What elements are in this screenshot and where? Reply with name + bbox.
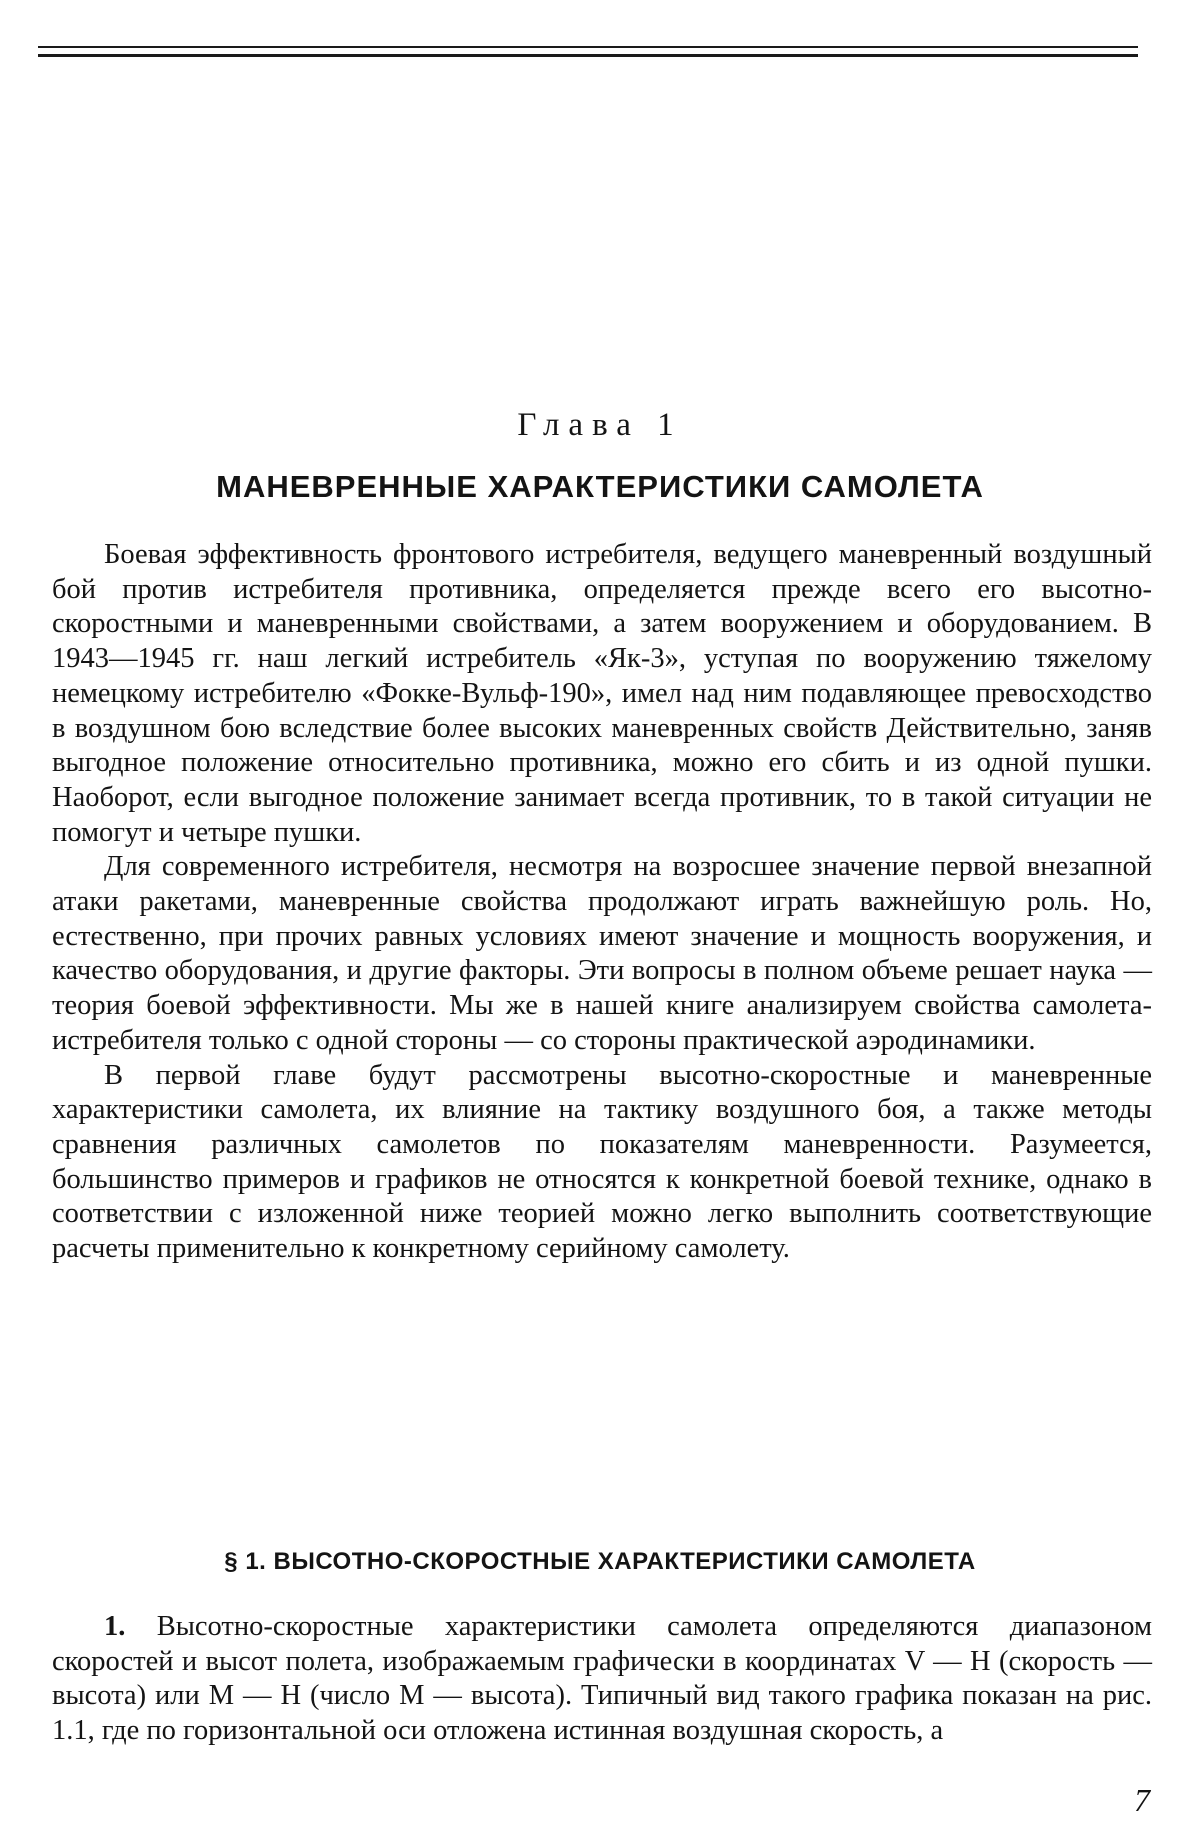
section-text: [52, 1610, 1152, 1749]
chapter-label: Глава 1: [517, 407, 683, 443]
section-heading: § 1. ВЫСОТНО-СКОРОСТНЫЕ ХАРАКТЕРИСТИКИ САМОЛЕТА: [224, 1548, 976, 1575]
page-number: 7: [1134, 1782, 1150, 1818]
intro-text: [52, 538, 1152, 1267]
top-rule: [38, 46, 1138, 57]
chapter-title: МАНЕВРЕННЫЕ ХАРАКТЕРИСТИКИ САМОЛЕТА: [216, 469, 984, 504]
paragraph: [52, 1610, 1152, 1749]
paragraph: В первой главе будут рассмотрены высотно-скоростные и маневренные характеристики самолета, их влияние на тактику воздушного боя, а также методы сравнения различных самолетов по показателям маневренности. Разумеется, большинство примеров и графиков не относятся к конкретной боевой технике, однако в соответствии с изложенной ниже теорией можно легко выполнить соответствующие расчеты применительно к конкретному серийному самолету.: [52, 1059, 1152, 1265]
paragraph: Боевая эффективность фронтового истребителя, ведущего маневренный воздушный бой против истребителя противника, определяется прежде всего его высотно-скоростными и маневренными свойствами, а затем вооружением и оборудованием. В 1943—1945 гг. наш легкий истребитель «Як-3», уступая по вооружению тяжелому немецкому истребителю «Фокке-Вульф-190», имел над ним подавляющее превосходство в воздушном бою вследствие более высоких маневренных свойств Действительно, заняв выгодное положение относительно противника, можно его сбить и из одной пушки. Наоборот, если выгодное положение занимает всегда противник, то в такой ситуации не помогут и четыре пушки.: [52, 539, 1152, 848]
item-number: 1.: [104, 1611, 126, 1642]
paragraph: Для современного истребителя, несмотря на возросшее значение первой внезапной атаки ракетами, маневренные свойства продолжают играть важнейшую роль. Но, естественно, при прочих равных условиях имеют значение и мощность вооружения, и качество оборудования, и другие факторы. Эти вопросы в полном объеме решает наука — теория боевой эффективности. Мы же в нашей книге анализируем свойства самолета-истребителя только с одной стороны — со стороны практической аэродинамики.: [52, 851, 1152, 1056]
item-text: Высотно-скоростные характеристики самолета определяются диапазоном скоростей и высот полета, изображаемым графически в координатах V — H (скорость — высота) или M — H (число M — высота). Типичный вид такого графика показан на рис. 1.1, где по горизонтальной оси отложена истинная воздушная скорость, а: [52, 1611, 1152, 1747]
